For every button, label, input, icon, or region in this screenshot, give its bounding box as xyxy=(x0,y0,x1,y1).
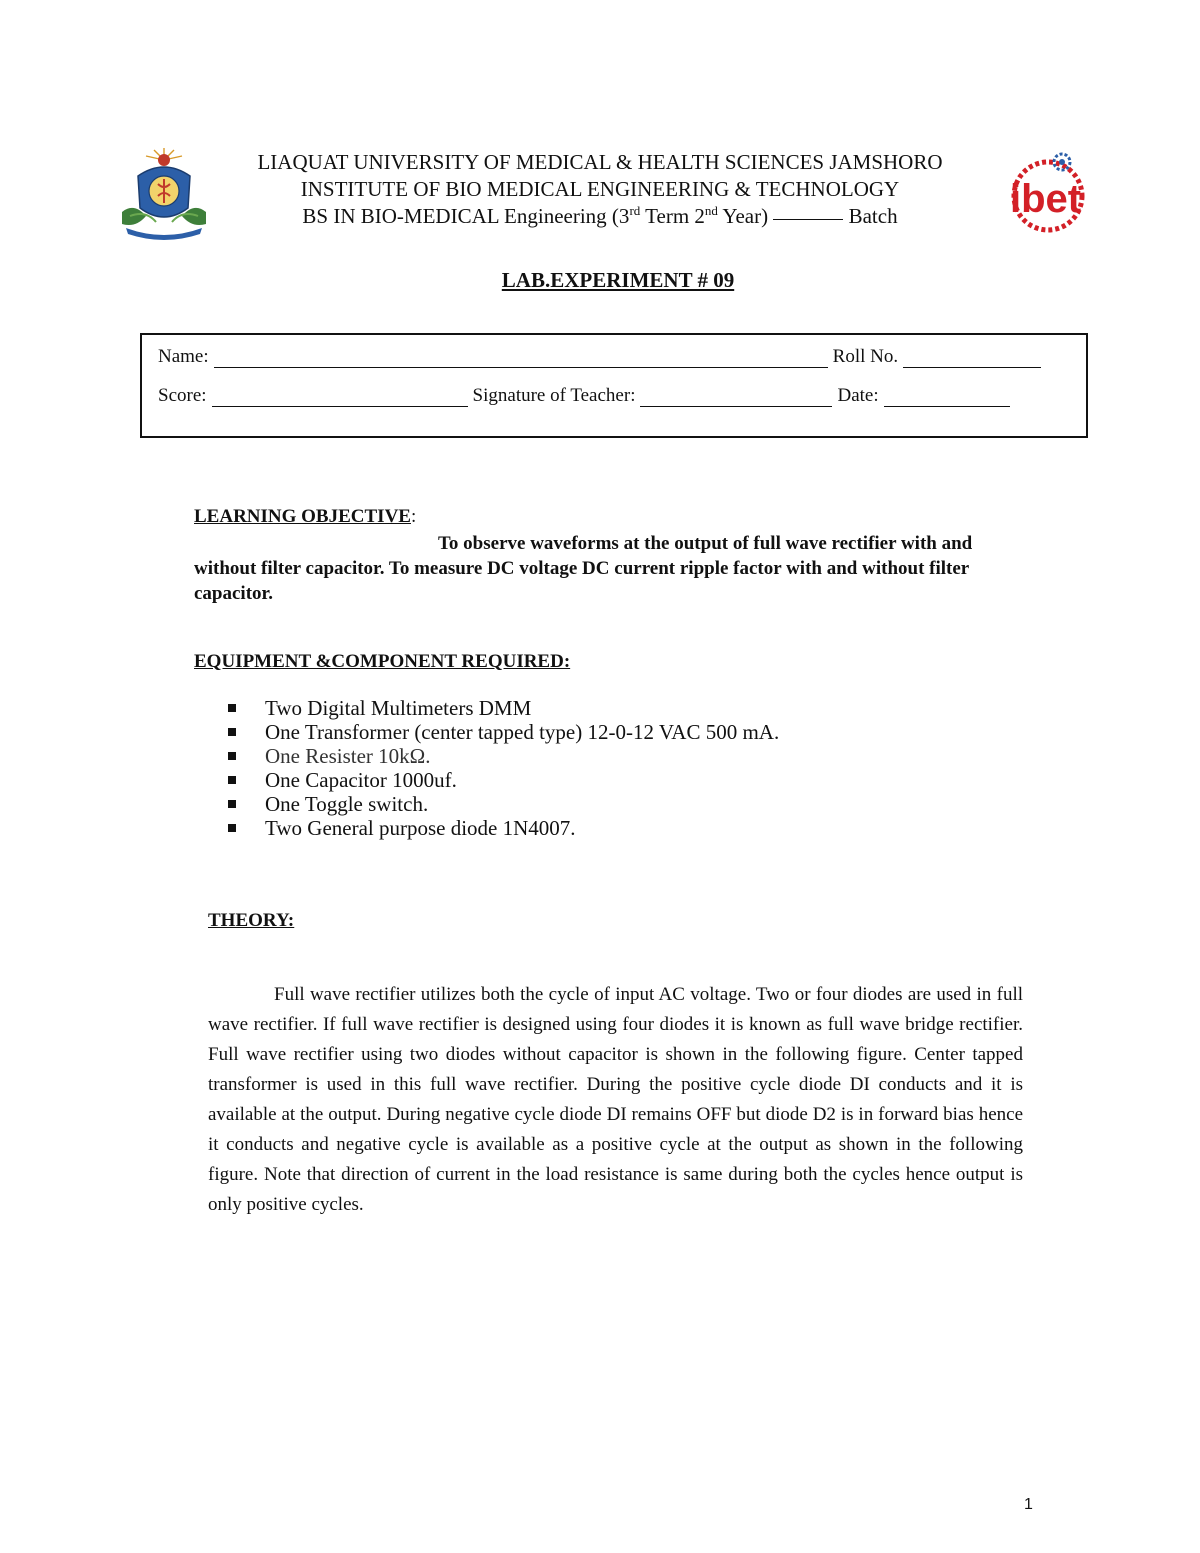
roll-label: Roll No. xyxy=(832,346,899,367)
student-info-box xyxy=(140,333,1088,438)
date-label: Date: xyxy=(837,385,879,406)
theory-paragraph xyxy=(208,980,1023,1220)
bullet-icon xyxy=(228,752,236,760)
list-item xyxy=(228,768,779,792)
theory-text: Full wave rectifier utilizes both the cycle of input AC voltage. Two or four diodes are used in full wave rectifier. If full wave rectifier is designed using four diodes it is known as full wave bridge rectifier. Full wave rectifier using two diodes without capacitor is shown in the following figure. Center tapped transformer is used in this full wave rectifier. During the positive cycle diode DI conducts and it is available at the output. During negative cycle diode DI remains OFF but diode D2 is in forward bias hence it conducts and negative cycle is available as a positive cycle at the output as shown in the following figure. Note that direction of current in the load resistance is same during both the cycles hence output is only positive cycles. xyxy=(208,984,1023,1215)
bullet-icon xyxy=(228,704,236,712)
bullet-icon xyxy=(228,824,236,832)
list-item xyxy=(228,696,779,720)
name-field[interactable] xyxy=(214,349,828,368)
list-item xyxy=(228,720,779,744)
institute-name: INSTITUTE OF BIO MEDICAL ENGINEERING & TECHNOLOGY xyxy=(300,177,900,201)
equipment-item-text: One Resister 10kΩ. xyxy=(265,744,431,768)
experiment-title: LAB.EXPERIMENT # 09 xyxy=(501,268,735,292)
learning-objective-text xyxy=(194,531,1020,606)
learning-objective-body: To observe waveforms at the output of full wave rectifier with and without filter capacitor. To measure DC voltage DC current ripple factor with and without filter capacitor. xyxy=(194,533,973,604)
learning-objective-heading-text: LEARNING OBJECTIVE xyxy=(194,506,411,527)
info-row-score xyxy=(158,385,1015,407)
equipment-item-text: Two Digital Multimeters DMM xyxy=(265,696,532,720)
equipment-item-text: One Transformer (center tapped type) 12-0-12 VAC 500 mA. xyxy=(265,720,780,744)
learning-objective-colon: : xyxy=(410,506,417,527)
university-name: LIAQUAT UNIVERSITY OF MEDICAL & HEALTH SCIENCES JAMSHORO xyxy=(257,150,943,174)
list-item xyxy=(228,792,779,816)
equipment-list xyxy=(228,696,779,840)
bullet-icon xyxy=(228,800,236,808)
signature-field[interactable] xyxy=(640,388,832,407)
list-item xyxy=(228,744,779,768)
date-field[interactable] xyxy=(884,388,1010,407)
equipment-item-text: One Capacitor 1000uf. xyxy=(265,768,457,792)
signature-label: Signature of Teacher: xyxy=(472,385,636,406)
term-middle: Term 2 xyxy=(640,204,705,228)
program-prefix: BS IN BIO-MEDICAL Engineering (3 xyxy=(302,204,630,228)
equipment-item-text: Two General purpose diode 1N4007. xyxy=(265,816,576,840)
bullet-icon xyxy=(228,776,236,784)
learning-objective-heading xyxy=(194,506,416,528)
score-field[interactable] xyxy=(212,388,468,407)
batch-blank[interactable] xyxy=(773,219,843,220)
equipment-item-text: One Toggle switch. xyxy=(265,792,429,816)
batch-label: Batch xyxy=(848,204,898,228)
page-number: 1 xyxy=(1024,1496,1033,1513)
year-superscript: nd xyxy=(704,203,718,218)
ibet-logo-text: ibet xyxy=(1010,177,1082,221)
program-line xyxy=(190,203,1010,229)
year-suffix: Year) xyxy=(717,204,769,228)
list-item xyxy=(228,816,779,840)
info-row-name xyxy=(158,346,1046,368)
theory-heading: THEORY: xyxy=(208,910,295,931)
term-superscript: rd xyxy=(629,203,641,218)
equipment-heading: EQUIPMENT &COMPONENT REQUIRED: xyxy=(194,651,571,672)
bullet-icon xyxy=(228,728,236,736)
ibet-logo xyxy=(1004,150,1104,236)
name-label: Name: xyxy=(158,346,209,367)
score-label: Score: xyxy=(158,385,207,406)
roll-field[interactable] xyxy=(903,349,1041,368)
